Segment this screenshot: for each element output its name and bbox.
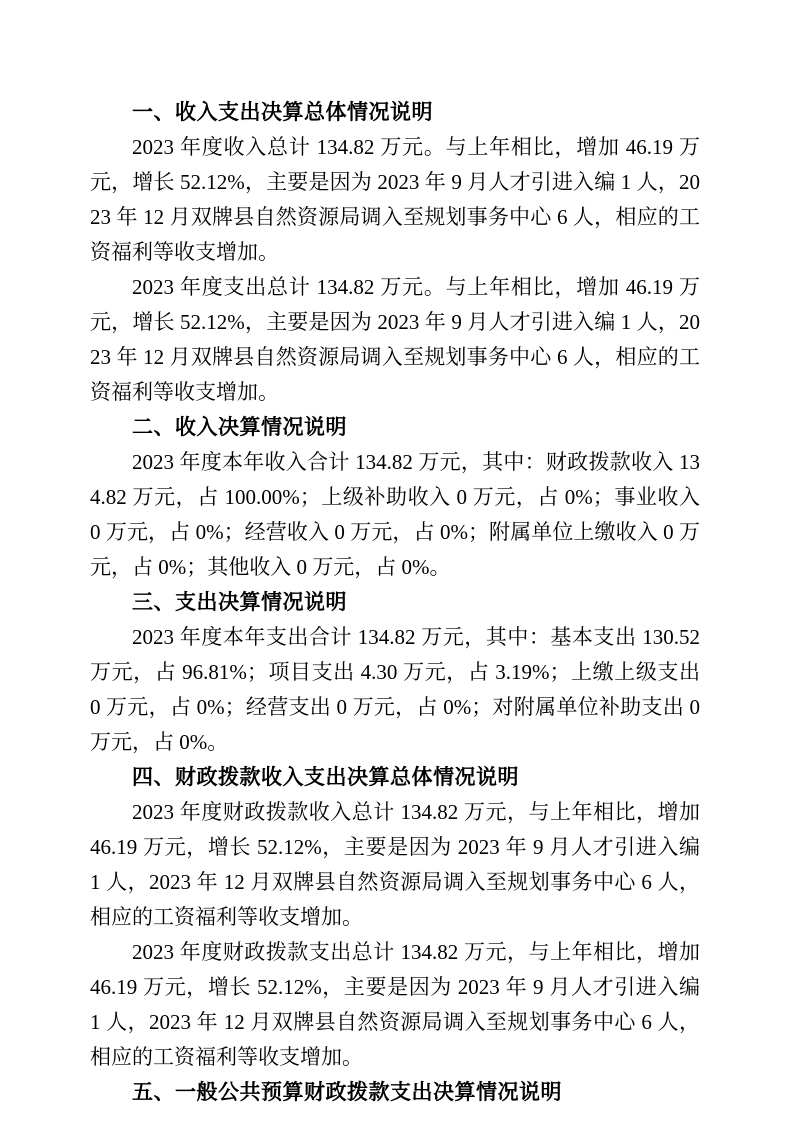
section-fiscal-appropriation-overview [90, 760, 700, 1075]
section-heading: 五、一般公共预算财政拨款支出决算情况说明 [132, 1081, 562, 1104]
paragraph-income-breakdown: 2023 年度本年收入合计 134.82 万元，其中：财政拨款收入 134.82 万元，占 100.00%；上级补助收入 0 万元，占 0%；事业收入 0 万元，占 0%；经营收入 0 万元，占 0%；附属单位上缴收入 0 万元，占 0%；其他收入 0 万元，占 0%。 [90, 450, 700, 579]
paragraph-appropriation-expenditure: 2023 年度财政拨款支出总计 134.82 万元，与上年相比，增加 46.19 万元，增长 52.12%，主要是因为 2023 年 9 月人才引进入编 1 人，2023 年 12 月双牌县自然资源局调入至规划事务中心 6 人，相应的工资福利等收支增加。 [90, 940, 700, 1069]
paragraph-expenditure-breakdown: 2023 年度本年支出合计 134.82 万元，其中：基本支出 130.52 万元，占 96.81%；项目支出 4.30 万元，占 3.19%；上缴上级支出 0 万元，占 0%；经营支出 0 万元，占 0%；对附属单位补助支出 0 万元，占 0%。 [90, 625, 700, 754]
section-heading: 四、财政拨款收入支出决算总体情况说明 [132, 766, 519, 789]
paragraph-appropriation-income: 2023 年度财政拨款收入总计 134.82 万元，与上年相比，增加 46.19 万元，增长 52.12%，主要是因为 2023 年 9 月人才引进入编 1 人，2023 年 12 月双牌县自然资源局调入至规划事务中心 6 人，相应的工资福利等收支增加。 [90, 800, 700, 929]
section-heading: 二、收入决算情况说明 [132, 416, 347, 439]
section-income-final-accounts [90, 410, 700, 585]
section-income-expenditure-overview [90, 95, 700, 410]
document-body [90, 95, 700, 1110]
section-heading: 一、收入支出决算总体情况说明 [132, 101, 433, 124]
paragraph-total-expenditure: 2023 年度支出总计 134.82 万元。与上年相比，增加 46.19 万元，增长 52.12%，主要是因为 2023 年 9 月人才引进入编 1 人，2023 年 12 月双牌县自然资源局调入至规划事务中心 6 人，相应的工资福利等收支增加。 [90, 275, 700, 404]
section-heading: 三、支出决算情况说明 [132, 591, 347, 614]
section-general-public-budget [90, 1075, 700, 1110]
paragraph-total-income: 2023 年度收入总计 134.82 万元。与上年相比，增加 46.19 万元，增长 52.12%，主要是因为 2023 年 9 月人才引进入编 1 人，2023 年 12 月双牌县自然资源局调入至规划事务中心 6 人，相应的工资福利等收支增加。 [90, 135, 700, 264]
section-expenditure-final-accounts [90, 585, 700, 760]
